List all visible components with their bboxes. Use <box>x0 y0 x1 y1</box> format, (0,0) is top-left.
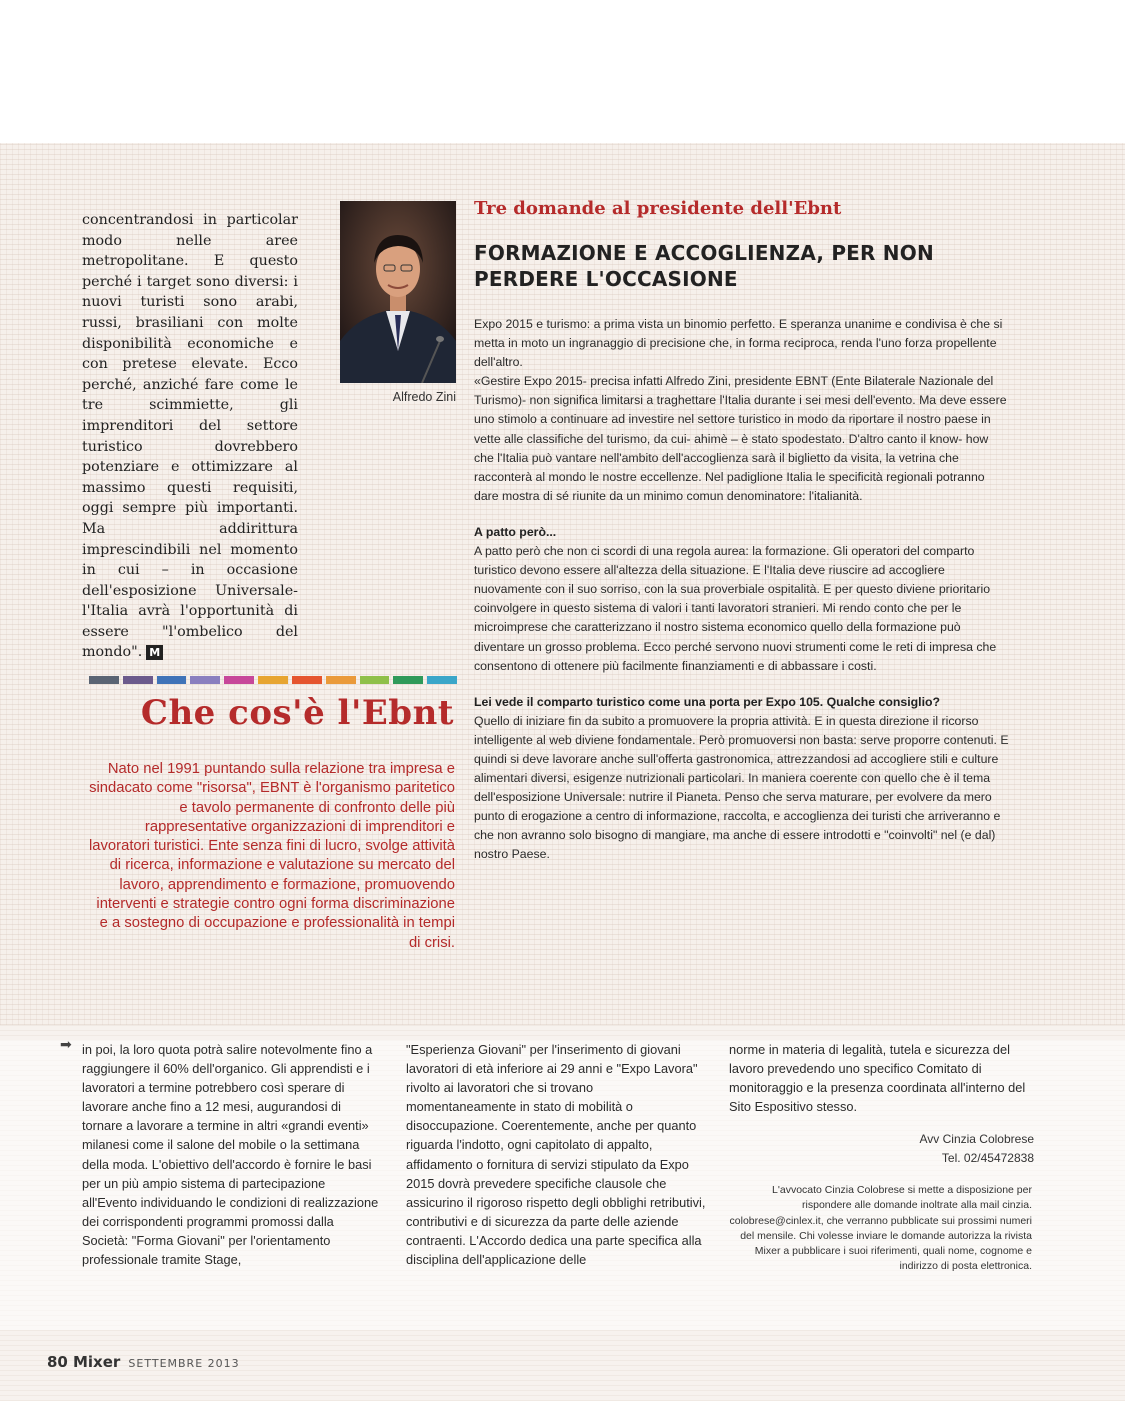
issue-date: SETTEMBRE 2013 <box>128 1357 240 1370</box>
lower-column-1 <box>82 1040 380 1269</box>
color-bar-11 <box>427 676 457 684</box>
lower-column-2 <box>406 1040 706 1269</box>
color-bar-7 <box>292 676 322 684</box>
lower-column-2-text: "Esperienza Giovani" per l'inserimento di giovani lavoratori di età inferiore ai 29 anni e "Expo Lavora" rivolto ai lavoratori che si trovano momentaneamente in stato di mobilità o disoccupazione. Coerentemente, anche per quanto riguarda l'indotto, ogni capitolato di appalto, affidamento o fornitura di servizi stipulato da Expo 2015 dovrà prevedere specifiche clausole che assicurino il rigoroso rispetto degli obblighi retributivi, contributivi e di sicurezza da parte delle aziende contraenti. L'Accordo dedica una parte specifica alla disciplina dell'applicazione delle <box>406 1042 706 1268</box>
left-column-text: concentrandosi in particolar modo nelle aree metropolitane. E questo perché i target sono diversi: i nuovi turisti sono arabi, russi, brasiliani con molte disponibilità economiche e con pretese elevate. Ecco perché, anziché fare come le tre scimmiette, gli imprenditori del settore turistico dovrebbero potenziare e ottimizzare al massimo questi requisiti, oggi sempre più importanti. Ma addirittura imprescindibili nel momento in cui – in occasione dell'esposizione Universale- l'Italia avrà l'opportunità di essere "l'ombelico del mondo". <box>82 212 298 661</box>
mixer-end-mark-icon: M <box>146 645 163 660</box>
interview-quote: «Gestire Expo 2015- precisa infatti Alfredo Zini, presidente EBNT (Ente Bilaterale Nazionale del Turismo)- non significa limitarsi a traghettare l'Italia durante i sei mesi dell'evento. Ma deve essere uno stimolo a continuare ad investire nel settore turistico in modo da riportare il nostro paese in vette alle classifiche del turismo, da cui- ahimè – è stato spodestato. D'altro canto il know- how che l'Italia può vantare nell'ambito dell'accoglienza sarà il biglietto da visita, la vetrina che racconterà al mondo le nostre eccellenze. Nel padiglione Italia le specificità regionali potranno dare mostra di sé riunite da un minimo comun denominatore: l'italianità. <box>474 374 1007 503</box>
color-bar-9 <box>360 676 390 684</box>
lawyer-note: L'avvocato Cinzia Colobrese si mette a disposizione per rispondere alle domande inoltrate alla mail cinzia. colobrese@cinlex.it, che verranno pubblicate sui prossimi numeri del mensile. Chi volesse inviare le domande autorizza la rivista Mixer a pubblicare i suoi riferimenti, quali nome, cognome e indirizzo di posta elettronica. <box>729 1184 1032 1273</box>
question-2-heading: Lei vede il comparto turistico come una porta per Expo 105. Qualche consiglio? <box>474 694 941 709</box>
lower-column-3-text: norme in materia di legalità, tutela e sicurezza del lavoro prevedendo uno specifico Comitato di monitoraggio e la presenza coordinata all'interno del Sito Espositivo stesso. <box>729 1042 1026 1115</box>
color-bar-3 <box>157 676 187 684</box>
interview-intro: Expo 2015 e turismo: a prima vista un binomio perfetto. E speranza unanime e condivisa è che si metta in moto un ingranaggio di precisione che, in forma reciproca, renda l'uno forza propellente dell'altro. <box>474 317 1003 370</box>
portrait-photo <box>340 201 456 383</box>
continuation-arrow-icon: ➡ <box>60 1037 72 1053</box>
page-number: 80 <box>47 1353 68 1371</box>
lower-column-3 <box>729 1040 1034 1116</box>
page-footer <box>47 1352 240 1371</box>
lower-column-1-text: in poi, la loro quota potrà salire notevolmente fino a raggiungere il 60% dell'organico. Gli apprendisti e i lavoratori a termine potrebbero così sperare di lavorare anche fino a 12 mesi, augurandosi di tornare a lavorare a termine in altri «grandi eventi» milanesi come il salone del mobile o la settimana della moda. L'obiettivo dell'accordo è fornire le basi per un più ampio sistema di partecipazione all'Evento individuando le condizioni di realizzazione dei corrispondenti programmi promossi dalla Società: "Forma Giovani" per l'orientamento professionale tramite Stage, <box>82 1042 379 1268</box>
ebnt-box-body: Nato nel 1991 puntando sulla relazione tra impresa e sindacato come "risorsa", EBNT è l'organismo paritetico e tavolo permanente di confronto delle più rappresentative organizzazioni di imprenditori e lavoratori turistici. Ente senza fini di lucro, svolge attività di ricerca, informazione e valutazione su mercato del lavoro, apprendimento e formazione, promuovendo interventi e strategie contro ogni forma discriminazione e a sostegno di occupazione e professionalità in tempi di crisi. <box>89 761 455 951</box>
signature-name: Avv Cinzia Colobrese <box>919 1132 1034 1146</box>
color-bar-10 <box>393 676 423 684</box>
question-2-answer: Quello di iniziare fin da subito a promuovere la propria attività. E in questa direzione il ricorso intelligente al web diviene fondamentale. Però promuoversi non basta: serve proporre contenuti. E quindi si deve lavorare anche sull'offerta gastronomica, attrezzandosi ad accogliere stili e culture alimentari diversi, esigenze nutrizionali particolari. In maniera coerente con quello che è il tema dell'esposizione Universale: nutrire il Pianeta. Penso che serva maturare, per evolvere da mero punto di erogazione a centro di informazione, raccolta, e accoglienza dei turisti che arriveranno e che non avranno solo bisogno di mangiare, ma anche di essere introdotti e "coinvolti" nel (e dal) nostro Paese. <box>474 713 1009 862</box>
color-bar-2 <box>123 676 153 684</box>
color-bar-5 <box>224 676 254 684</box>
portrait-illustration <box>340 201 456 383</box>
color-bar-6 <box>258 676 288 684</box>
magazine-name: Mixer <box>72 1353 121 1371</box>
ebnt-box-title: Che cos'è l'Ebnt <box>140 693 454 733</box>
interview-body <box>474 315 1010 865</box>
color-bar-1 <box>89 676 119 684</box>
color-bar-4 <box>190 676 220 684</box>
interview-title: FORMAZIONE E ACCOGLIENZA, PER NON PERDERE L'OCCASIONE <box>474 241 934 291</box>
author-signature <box>840 1130 1034 1168</box>
signature-phone: Tel. 02/45472838 <box>941 1151 1034 1165</box>
interview-kicker: Tre domande al presidente dell'Ebnt <box>474 198 842 219</box>
color-bar-8 <box>326 676 356 684</box>
photo-caption: Alfredo Zini <box>392 390 456 404</box>
color-bar-strip <box>89 676 457 684</box>
question-1-heading: A patto però... <box>474 524 557 539</box>
left-text-column <box>82 210 298 663</box>
question-1-answer: A patto però che non ci scordi di una regola aurea: la formazione. Gli operatori del comparto turistico devono essere all'altezza della situazione. E l'Italia deve riuscire ad accogliere nuovamente con il suo sorriso, con la sua proverbiale ospitalità. E per questo diviene prioritario coinvolgere in questo sistema di valori i tanti lavoratori stranieri. Mi rendo conto che per le microimprese che caratterizzano il nostro sistema economico quello della formazione può diventare un grosso problema. Ecco perché servono nuovi strumenti come le reti di impresa che consentono di ottenere più facilmente finanziamenti e di abbassare i costi. <box>474 544 997 673</box>
